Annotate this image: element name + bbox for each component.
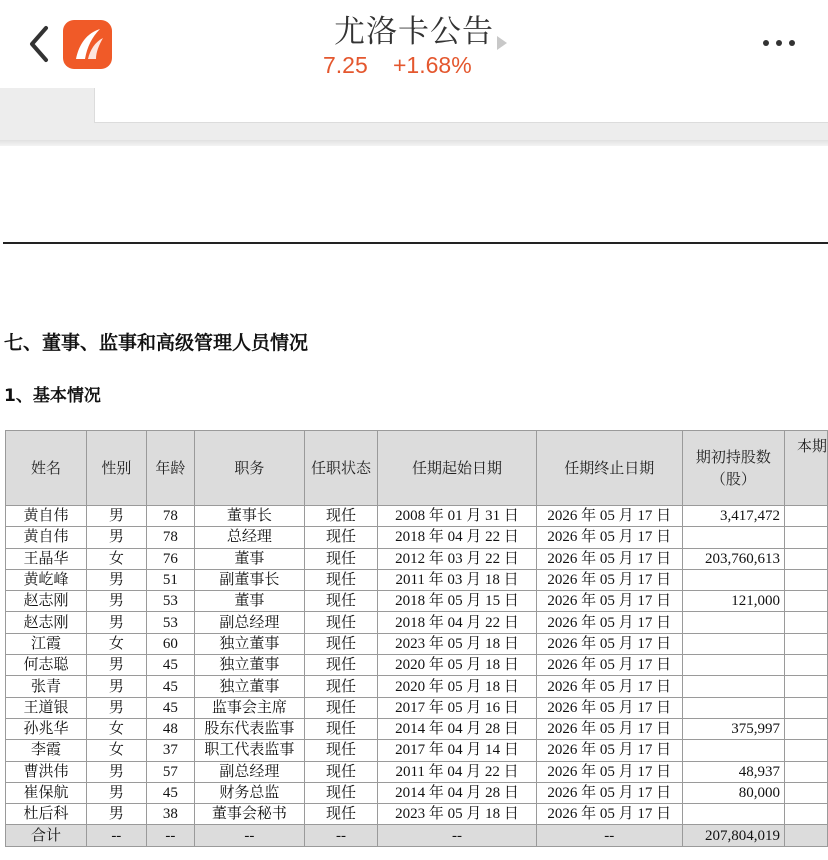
table-cell: 黄自伟 xyxy=(6,527,87,548)
total-row xyxy=(6,825,828,846)
table-cell xyxy=(682,527,784,548)
table-cell: 203,760,613 xyxy=(682,548,784,569)
previous-page-edge xyxy=(94,88,828,123)
table-cell: 2020 年 05 月 18 日 xyxy=(378,676,536,697)
table-cell: 现任 xyxy=(304,782,378,803)
table-cell xyxy=(784,548,827,569)
table-cell: -- xyxy=(146,825,195,846)
table-cell: 2026 年 05 月 17 日 xyxy=(536,548,682,569)
table-cell: -- xyxy=(195,825,304,846)
table-cell: 76 xyxy=(146,548,195,569)
table-cell: 职工代表监事 xyxy=(195,740,304,761)
table-row xyxy=(6,697,828,718)
table-row xyxy=(6,740,828,761)
table-cell: 2026 年 05 月 17 日 xyxy=(536,782,682,803)
table-cell: 2026 年 05 月 17 日 xyxy=(536,718,682,739)
table-cell xyxy=(784,804,827,825)
table-cell: 38 xyxy=(146,804,195,825)
table-cell: 男 xyxy=(87,697,147,718)
table-row xyxy=(6,548,828,569)
table-cell xyxy=(682,633,784,654)
table-cell: 现任 xyxy=(304,697,378,718)
table-cell: 现任 xyxy=(304,655,378,676)
page-shadow xyxy=(0,140,828,146)
table-cell: 赵志刚 xyxy=(6,591,87,612)
table-cell: 现任 xyxy=(304,527,378,548)
table-cell: 60 xyxy=(146,633,195,654)
table-cell: 男 xyxy=(87,804,147,825)
stock-price: 7.25 xyxy=(323,52,368,78)
table-cell: 女 xyxy=(87,718,147,739)
table-cell: 董事 xyxy=(195,591,304,612)
table-cell: 男 xyxy=(87,676,147,697)
table-cell xyxy=(682,655,784,676)
table-row xyxy=(6,655,828,676)
table-cell: 现任 xyxy=(304,740,378,761)
table-cell xyxy=(682,569,784,590)
table-cell xyxy=(682,697,784,718)
table-cell: 2026 年 05 月 17 日 xyxy=(536,761,682,782)
table-cell: 女 xyxy=(87,740,147,761)
app-header xyxy=(0,0,828,88)
table-cell: 现任 xyxy=(304,506,378,527)
table-cell xyxy=(784,612,827,633)
table-cell: 2011 年 03 月 18 日 xyxy=(378,569,536,590)
table-cell: 副董事长 xyxy=(195,569,304,590)
table-cell: 杜后科 xyxy=(6,804,87,825)
table-cell: 男 xyxy=(87,527,147,548)
table-cell xyxy=(784,718,827,739)
table-cell xyxy=(784,633,827,654)
table-cell: 2008 年 01 月 31 日 xyxy=(378,506,536,527)
table-cell: 2026 年 05 月 17 日 xyxy=(536,612,682,633)
table-cell: 2026 年 05 月 17 日 xyxy=(536,740,682,761)
table-row xyxy=(6,633,828,654)
table-cell: 男 xyxy=(87,591,147,612)
table-cell: 2023 年 05 月 18 日 xyxy=(378,804,536,825)
table-cell xyxy=(682,676,784,697)
table-cell: 2011 年 04 月 22 日 xyxy=(378,761,536,782)
column-header: 职务 xyxy=(195,431,304,506)
table-cell: 45 xyxy=(146,697,195,718)
table-cell: 2018 年 04 月 22 日 xyxy=(378,527,536,548)
section-title: 七、董事、监事和高级管理人员情况 xyxy=(4,332,309,354)
table-row xyxy=(6,676,828,697)
table-cell: 375,997 xyxy=(682,718,784,739)
table-cell: 现任 xyxy=(304,761,378,782)
table-cell: 45 xyxy=(146,782,195,803)
table-cell: 江霞 xyxy=(6,633,87,654)
table-cell: 孙兆华 xyxy=(6,718,87,739)
table-cell: 男 xyxy=(87,569,147,590)
column-header: 任职状态 xyxy=(304,431,378,506)
table-cell: 78 xyxy=(146,506,195,527)
table-cell: 独立董事 xyxy=(195,633,304,654)
table-cell: 现任 xyxy=(304,548,378,569)
table-cell xyxy=(784,655,827,676)
table-cell: 53 xyxy=(146,612,195,633)
table-cell: 赵志刚 xyxy=(6,612,87,633)
table-cell xyxy=(682,612,784,633)
table-cell: 57 xyxy=(146,761,195,782)
table-cell: 曹洪伟 xyxy=(6,761,87,782)
column-header: 本期 xyxy=(784,431,827,506)
table-cell: 48,937 xyxy=(682,761,784,782)
table-cell: 男 xyxy=(87,612,147,633)
directors-table xyxy=(5,430,828,847)
table-cell: -- xyxy=(536,825,682,846)
title-arrow-icon[interactable] xyxy=(497,36,507,50)
table-cell: 监事会主席 xyxy=(195,697,304,718)
table-cell xyxy=(784,527,827,548)
table-cell: 2026 年 05 月 17 日 xyxy=(536,506,682,527)
column-header: 年龄 xyxy=(146,431,195,506)
table-row xyxy=(6,591,828,612)
table-cell xyxy=(784,782,827,803)
table-cell xyxy=(784,825,827,846)
table-cell: 副总经理 xyxy=(195,612,304,633)
table-cell: -- xyxy=(87,825,147,846)
table-cell: 78 xyxy=(146,527,195,548)
table-cell: 45 xyxy=(146,676,195,697)
table-cell: 2026 年 05 月 17 日 xyxy=(536,633,682,654)
table-cell: 37 xyxy=(146,740,195,761)
table-row xyxy=(6,804,828,825)
table-cell: 现任 xyxy=(304,569,378,590)
table-cell xyxy=(784,761,827,782)
table-row xyxy=(6,527,828,548)
table-cell: 合计 xyxy=(6,825,87,846)
table-cell xyxy=(784,569,827,590)
table-cell: 207,804,019 xyxy=(682,825,784,846)
table-row xyxy=(6,506,828,527)
table-cell: 3,417,472 xyxy=(682,506,784,527)
table-cell: 张青 xyxy=(6,676,87,697)
table-cell: 黄屹峰 xyxy=(6,569,87,590)
table-cell: 董事 xyxy=(195,548,304,569)
table-row xyxy=(6,718,828,739)
header-row xyxy=(6,431,828,506)
column-header: 任期起始日期 xyxy=(378,431,536,506)
table-cell: 董事长 xyxy=(195,506,304,527)
table-cell: 何志聪 xyxy=(6,655,87,676)
table-cell: 独立董事 xyxy=(195,655,304,676)
table-cell: 黄自伟 xyxy=(6,506,87,527)
table-cell: 53 xyxy=(146,591,195,612)
table-body xyxy=(6,506,828,847)
table-cell: 2026 年 05 月 17 日 xyxy=(536,591,682,612)
stock-change: +1.68% xyxy=(393,52,472,78)
table-row xyxy=(6,569,828,590)
table-cell: 2014 年 04 月 28 日 xyxy=(378,782,536,803)
table-row xyxy=(6,612,828,633)
table-cell: 80,000 xyxy=(682,782,784,803)
table-cell: 总经理 xyxy=(195,527,304,548)
table-cell: 崔保航 xyxy=(6,782,87,803)
table-cell xyxy=(682,804,784,825)
table-cell: 2023 年 05 月 18 日 xyxy=(378,633,536,654)
table-cell: 现任 xyxy=(304,676,378,697)
table-cell: 男 xyxy=(87,761,147,782)
table-cell: 现任 xyxy=(304,591,378,612)
table-cell: 2017 年 05 月 16 日 xyxy=(378,697,536,718)
table-cell: -- xyxy=(378,825,536,846)
table-cell: 现任 xyxy=(304,612,378,633)
column-header: 期初持股数（股） xyxy=(682,431,784,506)
page-title: 尤洛卡公告 xyxy=(334,14,494,50)
table-cell: 副总经理 xyxy=(195,761,304,782)
table-cell: 2014 年 04 月 28 日 xyxy=(378,718,536,739)
more-dots-icon[interactable] xyxy=(763,38,797,48)
table-row xyxy=(6,761,828,782)
table-cell: 女 xyxy=(87,548,147,569)
table-cell: 男 xyxy=(87,655,147,676)
table-cell: 董事会秘书 xyxy=(195,804,304,825)
table-header xyxy=(6,431,828,506)
table-cell: 51 xyxy=(146,569,195,590)
table-cell: 男 xyxy=(87,506,147,527)
table-cell xyxy=(784,591,827,612)
table-cell: 2017 年 04 月 14 日 xyxy=(378,740,536,761)
table-cell: 2026 年 05 月 17 日 xyxy=(536,697,682,718)
table-cell: 现任 xyxy=(304,718,378,739)
table-cell: 女 xyxy=(87,633,147,654)
table-cell: 45 xyxy=(146,655,195,676)
table-cell: -- xyxy=(304,825,378,846)
table-cell xyxy=(784,697,827,718)
table-cell: 2012 年 03 月 22 日 xyxy=(378,548,536,569)
table-cell: 2026 年 05 月 17 日 xyxy=(536,569,682,590)
table-cell: 独立董事 xyxy=(195,676,304,697)
table-cell: 李霞 xyxy=(6,740,87,761)
table-cell: 2020 年 05 月 18 日 xyxy=(378,655,536,676)
table-cell: 121,000 xyxy=(682,591,784,612)
table-cell: 现任 xyxy=(304,633,378,654)
table-cell: 2018 年 05 月 15 日 xyxy=(378,591,536,612)
column-header: 性别 xyxy=(87,431,147,506)
table-cell: 2026 年 05 月 17 日 xyxy=(536,676,682,697)
table-cell: 财务总监 xyxy=(195,782,304,803)
table-cell: 现任 xyxy=(304,804,378,825)
column-header: 姓名 xyxy=(6,431,87,506)
table-cell: 48 xyxy=(146,718,195,739)
table-row xyxy=(6,782,828,803)
table-cell: 男 xyxy=(87,782,147,803)
column-header: 任期终止日期 xyxy=(536,431,682,506)
table-cell xyxy=(784,676,827,697)
table-cell: 王晶华 xyxy=(6,548,87,569)
table-cell: 2026 年 05 月 17 日 xyxy=(536,804,682,825)
table-cell: 2026 年 05 月 17 日 xyxy=(536,655,682,676)
table-cell: 2026 年 05 月 17 日 xyxy=(536,527,682,548)
subsection-title: 1、基本情况 xyxy=(4,386,101,406)
table-cell: 股东代表监事 xyxy=(195,718,304,739)
table-cell: 2018 年 04 月 22 日 xyxy=(378,612,536,633)
table-cell: 王道银 xyxy=(6,697,87,718)
table-cell xyxy=(784,506,827,527)
table-cell xyxy=(784,740,827,761)
header-rule xyxy=(3,242,828,244)
table-cell xyxy=(682,740,784,761)
